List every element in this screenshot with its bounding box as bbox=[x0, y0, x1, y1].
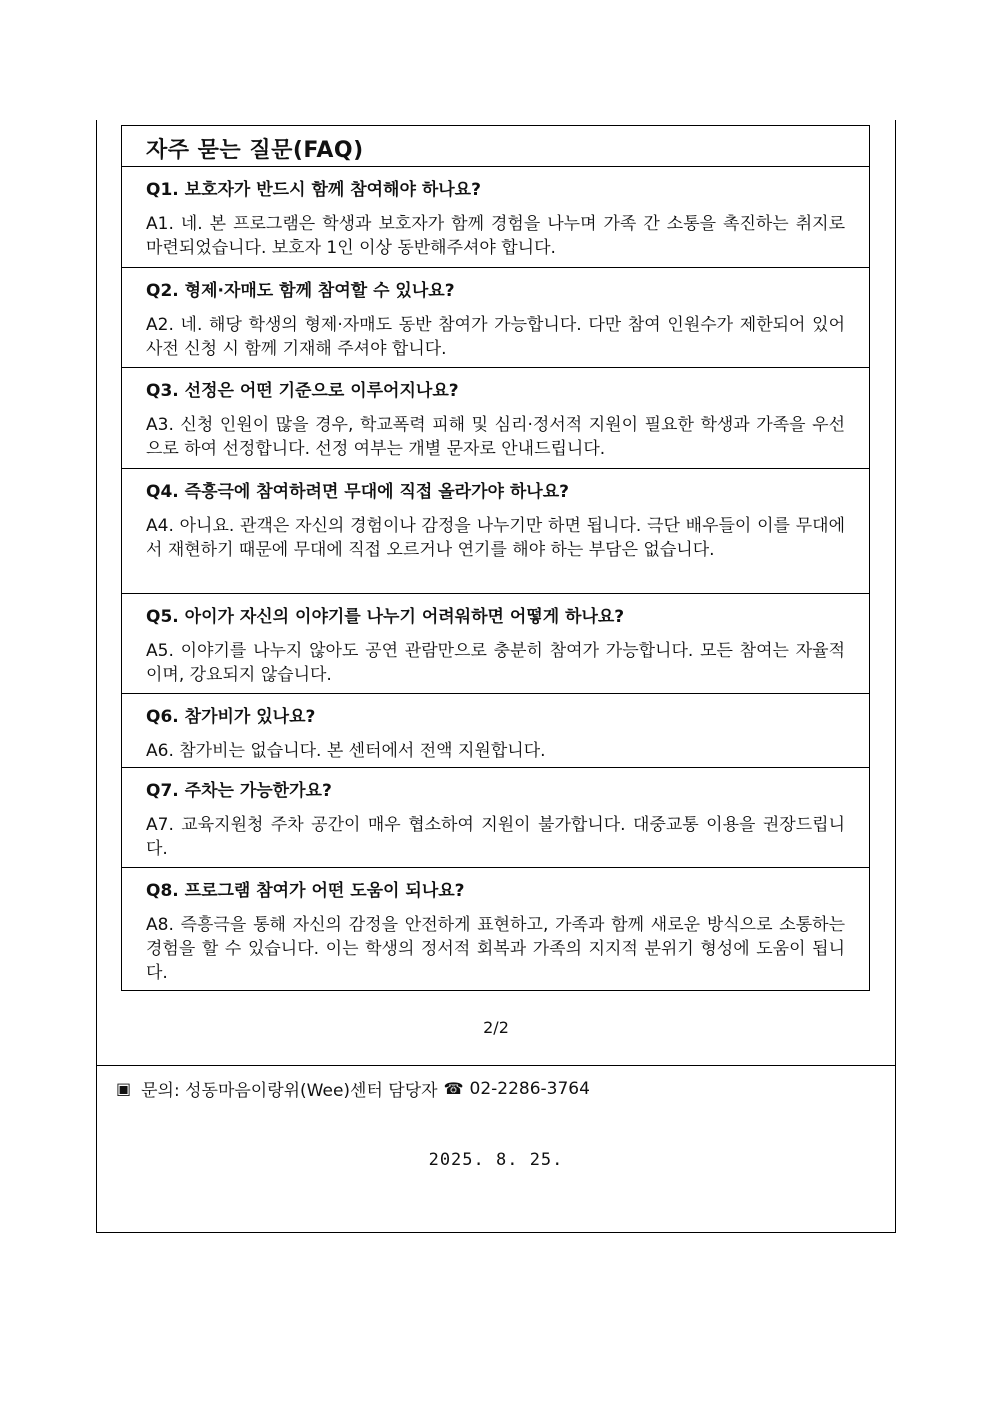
faq-table bbox=[121, 125, 870, 991]
answer-7: A7. 교육지원청 주차 공간이 매우 협소하여 지원이 불가합니다. 대중교통 이용을 권장드립니다. bbox=[146, 815, 845, 859]
contact-text: 문의: 성동마음이랑위(Wee)센터 담당자 bbox=[141, 1081, 438, 1101]
faq-item-1 bbox=[122, 167, 869, 268]
answer-3: A3. 신청 인원이 많을 경우, 학교폭력 피해 및 심리·정서적 지원이 필요한 학생과 가족을 우선으로 하여 선정합니다. 선정 여부는 개별 문자로 안내드립니다. bbox=[146, 415, 845, 459]
phone-icon: ☎ bbox=[443, 1079, 464, 1098]
contact-phone: 02-2286-3764 bbox=[469, 1078, 590, 1099]
answer-1: A1. 네. 본 프로그램은 학생과 보호자가 함께 경험을 나누며 가족 간 소통을 촉진하는 취지로 마련되었습니다. 보호자 1인 이상 동반해주셔야 합니다. bbox=[146, 214, 845, 258]
answer-2: A2. 네. 해당 학생의 형제·자매도 동반 참여가 가능합니다. 다만 참여 인원수가 제한되어 있어 사전 신청 시 함께 기재해 주셔야 합니다. bbox=[146, 315, 845, 359]
answer-6: A6. 참가비는 없습니다. 본 센터에서 전액 지원합니다. bbox=[146, 741, 546, 761]
question-2: Q2. 형제·자매도 함께 참여할 수 있나요? bbox=[146, 281, 455, 301]
question-6: Q6. 참가비가 있나요? bbox=[146, 707, 316, 727]
faq-header bbox=[122, 126, 869, 167]
page-number: 2/2 bbox=[483, 1018, 509, 1037]
faq-item-7 bbox=[122, 768, 869, 868]
question-4: Q4. 즉흥극에 참여하려면 무대에 직접 올라가야 하나요? bbox=[146, 482, 569, 502]
document-date: 2025. 8. 25. bbox=[428, 1150, 564, 1170]
contact-info bbox=[116, 1076, 590, 1101]
answer-5: A5. 이야기를 나누지 않아도 공연 관람만으로 충분히 참여가 가능합니다. 모든 참여는 자율적이며, 강요되지 않습니다. bbox=[146, 641, 845, 685]
question-5: Q5. 아이가 자신의 이야기를 나누기 어려워하면 어떻게 하나요? bbox=[146, 607, 625, 627]
faq-item-3 bbox=[122, 368, 869, 469]
faq-title: 자주 묻는 질문(FAQ) bbox=[146, 138, 364, 163]
question-1: Q1. 보호자가 반드시 함께 참여해야 하나요? bbox=[146, 180, 481, 200]
faq-item-4 bbox=[122, 469, 869, 594]
question-7: Q7. 주차는 가능한가요? bbox=[146, 781, 332, 801]
question-3: Q3. 선정은 어떤 기준으로 이루어지나요? bbox=[146, 381, 459, 401]
answer-4: A4. 아니요. 관객은 자신의 경험이나 감정을 나누기만 하면 됩니다. 극단 배우들이 이를 무대에서 재현하기 때문에 무대에 직접 오르거나 연기를 해야 하는 부담은 없습니다. bbox=[146, 516, 845, 560]
faq-item-5 bbox=[122, 594, 869, 694]
faq-item-8 bbox=[122, 868, 869, 990]
footer-divider bbox=[96, 1065, 895, 1066]
faq-item-6 bbox=[122, 694, 869, 768]
faq-item-2 bbox=[122, 268, 869, 368]
question-8: Q8. 프로그램 참여가 어떤 도움이 되나요? bbox=[146, 881, 465, 901]
square-bullet-icon: ▣ bbox=[116, 1079, 132, 1098]
answer-8: A8. 즉흥극을 통해 자신의 감정을 안전하게 표현하고, 가족과 함께 새로운 방식으로 소통하는 경험을 할 수 있습니다. 이는 학생의 정서적 회복과 가족의 지지적 분위기 형성에 도움이 됩니다. bbox=[146, 915, 845, 983]
